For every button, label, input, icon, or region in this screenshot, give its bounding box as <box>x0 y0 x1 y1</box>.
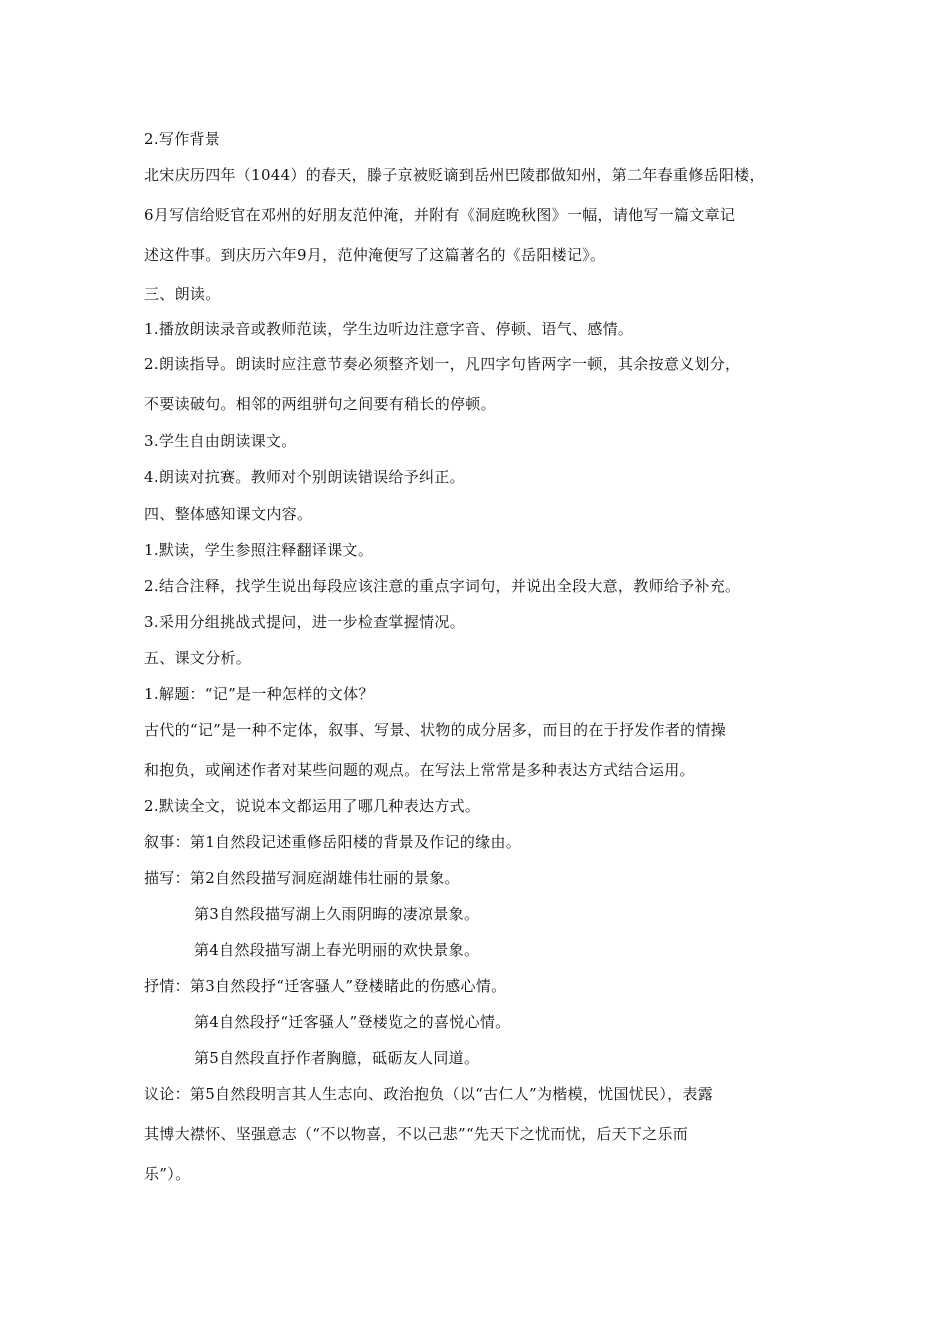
list-item: 4.朗读对抗赛。教师对个别朗读错误给予纠正。 <box>144 468 465 486</box>
paragraph-line: 乐”）。 <box>144 1165 191 1183</box>
section-heading-reading-aloud: 三、朗读。 <box>144 285 221 303</box>
list-item: 2.朗读指导。朗读时应注意节奏必须整齐划一，凡四字句皆两字一顿，其余按意义划分， <box>144 355 741 373</box>
list-item: 2.结合注释，找学生说出每段应该注意的重点字词句，并说出全段大意，教师给予补充。 <box>144 577 741 595</box>
expression-lyric-item: 第4自然段抒“迁客骚人”登楼览之的喜悦心情。 <box>194 1013 511 1031</box>
list-item: 1.播放朗读录音或教师范读，学生边听边注意字音、停顿、语气、感情。 <box>144 320 634 338</box>
list-item: 1.解题：“记”是一种怎样的文体？ <box>144 685 374 703</box>
expression-lyric: 抒情：第3自然段抒“迁客骚人”登楼睹此的伤感心情。 <box>144 977 507 995</box>
list-item: 1.默读，学生参照注释翻译课文。 <box>144 541 374 559</box>
expression-argument: 议论：第5自然段明言其人生志向、政治抱负（以“古仁人”为楷模，忧国忧民），表露 <box>144 1085 714 1103</box>
expression-description-item: 第4自然段描写湖上春光明丽的欢快景象。 <box>194 941 480 959</box>
paragraph-line: 不要读破句。相邻的两组骈句之间要有稍长的停顿。 <box>144 395 496 413</box>
section-heading-text-analysis: 五、课文分析。 <box>144 649 252 667</box>
list-item: 2.默读全文，说说本文都运用了哪几种表达方式。 <box>144 797 481 815</box>
paragraph-line: 古代的“记”是一种不定体，叙事、写景、状物的成分居多，而目的在于抒发作者的情操 <box>144 721 727 739</box>
expression-description-item: 第3自然段描写湖上久雨阴晦的凄凉景象。 <box>194 905 480 923</box>
paragraph-line: 其博大襟怀、坚强意志（“不以物喜，不以己悲”“先天下之忧而忧，后天下之乐而 <box>144 1125 689 1143</box>
expression-lyric-item: 第5自然段直抒作者胸臆，砥砺友人同道。 <box>194 1049 480 1067</box>
section-heading-overall-perception: 四、整体感知课文内容。 <box>144 505 313 523</box>
expression-description: 描写：第2自然段描写洞庭湖雄伟壮丽的景象。 <box>144 869 460 887</box>
section-heading-writing-background: 2.写作背景 <box>144 130 221 148</box>
list-item: 3.学生自由朗读课文。 <box>144 432 297 450</box>
paragraph-line: 北宋庆历四年（1044）的春天，滕子京被贬谪到岳州巴陵郡做知州，第二年春重修岳阳楼， <box>144 166 765 184</box>
paragraph-line: 和抱负，或阐述作者对某些问题的观点。在写法上常常是多种表达方式结合运用。 <box>144 761 695 779</box>
expression-narration: 叙事：第1自然段记述重修岳阳楼的背景及作记的缘由。 <box>144 833 522 851</box>
paragraph-line: 述这件事。到庆历六年9月，范仲淹便写了这篇著名的《岳阳楼记》。 <box>144 246 606 264</box>
list-item: 3.采用分组挑战式提问，进一步检查掌握情况。 <box>144 613 465 631</box>
paragraph-line: 6月写信给贬官在邓州的好朋友范仲淹，并附有《洞庭晚秋图》一幅，请他写一篇文章记 <box>144 206 736 224</box>
